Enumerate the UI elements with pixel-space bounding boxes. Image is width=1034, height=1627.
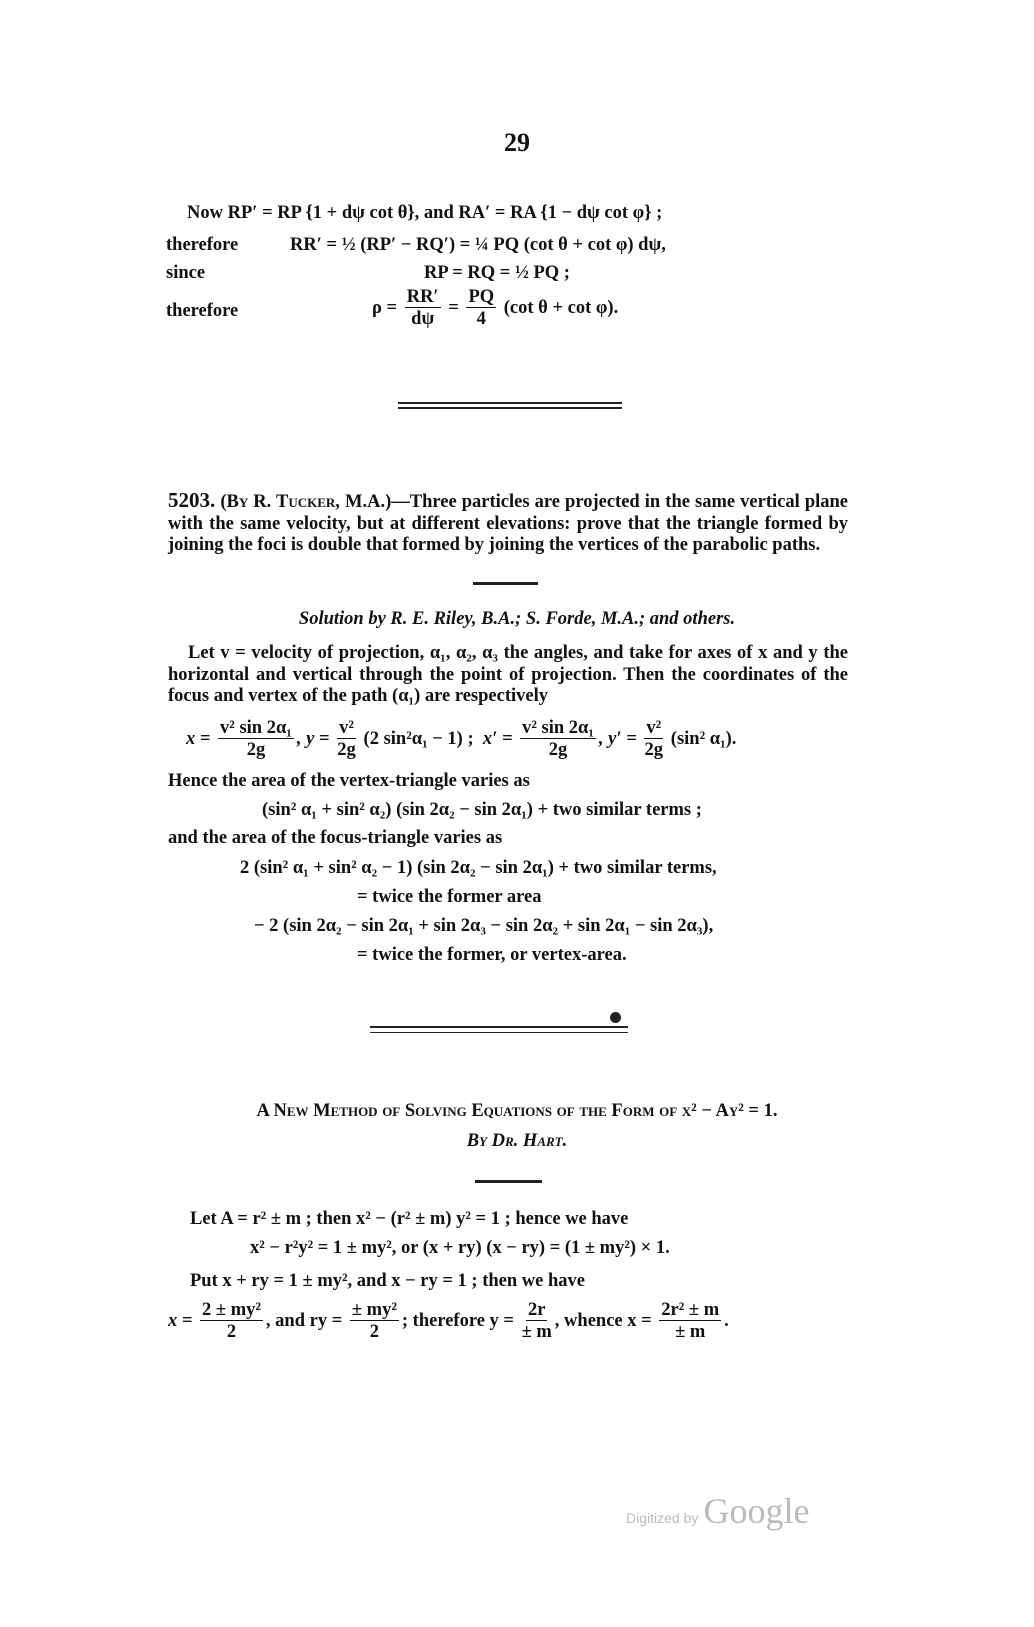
denominator: 4	[476, 309, 486, 329]
eq-part: .	[724, 1310, 729, 1331]
equation-line: = twice the former area	[357, 887, 542, 907]
numerator: v²	[339, 718, 354, 738]
fraction	[350, 1300, 399, 1343]
eq-part: , and ry =	[265, 1310, 343, 1331]
eq-part: x =	[168, 1310, 193, 1331]
eq-part: x =	[186, 728, 211, 749]
divider	[475, 1180, 542, 1183]
solution-equation	[168, 1300, 729, 1343]
equation-line: Let A = r² ± m ; then x² − (r² ± m) y² = 1 ; hence we have	[190, 1209, 629, 1229]
numerator: ± my²	[351, 1300, 397, 1320]
bullet-dot	[610, 1012, 621, 1023]
equation-line: (sin² α₁ + sin² α₂) (sin 2α₂ − sin 2α₁) + two similar terms ;	[262, 800, 702, 820]
denominator: 2g	[548, 740, 568, 760]
equation-line: RP = RQ = ½ PQ ;	[424, 263, 570, 283]
numerator: PQ	[468, 287, 495, 307]
denominator: 2g	[644, 740, 664, 760]
eq-part: (cot θ + cot φ).	[503, 297, 619, 318]
article-author: By Dr. Hart.	[466, 1131, 568, 1151]
eq-part: (2 sin²α₁ − 1) ;	[363, 728, 474, 749]
fraction	[466, 287, 496, 330]
eq-part: =	[448, 297, 459, 318]
eq-part: ; therefore y =	[401, 1310, 514, 1331]
question-author: (By R. Tucker, M.A.)	[220, 492, 392, 512]
digitized-watermark	[626, 1491, 810, 1531]
equation-line: RR′ = ½ (RP′ − RQ′) = ¼ PQ (cot θ + cot φ) dψ,	[290, 235, 666, 255]
denominator: ± m	[675, 1322, 706, 1342]
coordinates-equation	[186, 718, 736, 761]
label: since	[166, 263, 206, 283]
fraction	[520, 718, 596, 761]
label: therefore	[166, 235, 239, 255]
fraction	[405, 287, 441, 330]
numerator: v² sin 2α₁	[522, 718, 594, 738]
eq-part: ρ =	[372, 297, 398, 318]
divider	[398, 402, 622, 404]
fraction	[337, 718, 356, 761]
divider	[370, 1032, 628, 1033]
question-text: —Three particles are projected in the same vertical plane with the same velocity, but at different elevations: prove that the triangle formed by joining the foci is double that formed by joining the vertices of the parabolic paths.	[168, 492, 849, 555]
fraction	[644, 718, 663, 761]
divider	[398, 407, 622, 409]
equation-line: − 2 (sin 2α₂ − sin 2α₁ + sin 2α₃ − sin 2α₂ + sin 2α₁ − sin 2α₃),	[254, 916, 714, 936]
eq-part: x′ =	[482, 728, 513, 749]
denominator: ± m	[521, 1322, 552, 1342]
denominator: 2g	[337, 740, 356, 760]
eq-part: , whence x =	[554, 1310, 652, 1331]
fraction	[659, 1300, 721, 1343]
numerator: v²	[646, 718, 662, 738]
numerator: RR′	[406, 287, 439, 307]
numerator: 2r² ± m	[661, 1300, 720, 1320]
google-logo: Google	[703, 1491, 810, 1531]
label: therefore	[166, 301, 239, 321]
equation-rho	[372, 287, 618, 330]
divider	[370, 1026, 628, 1028]
equation-line: x² − r²y² = 1 ± my², or (x + ry) (x − ry) = (1 ± my²) × 1.	[250, 1238, 670, 1258]
question-number: 5203.	[168, 488, 216, 512]
denominator: dψ	[411, 309, 435, 329]
fraction	[200, 1300, 263, 1343]
numerator: 2r	[527, 1300, 546, 1320]
solution-byline: Solution by R. E. Riley, B.A.; S. Forde, M.A.; and others.	[298, 609, 736, 629]
equation-line: 2 (sin² α₁ + sin² α₂ − 1) (sin 2α₂ − sin 2α₁) + two similar terms,	[240, 858, 717, 878]
equation-line: = twice the former, or vertex-area.	[357, 945, 627, 965]
denominator: 2g	[246, 740, 266, 760]
eq-part: , y =	[296, 728, 330, 749]
text-line: and the area of the focus-triangle varies as	[168, 828, 503, 848]
watermark-prefix: Digitized by	[626, 1510, 699, 1526]
page-number: 29	[504, 128, 530, 157]
question-5203	[168, 490, 848, 557]
solution-paragraph: Let v = velocity of projection, α₁, α₂, α₃ the angles, and take for axes of x and y the horizontal and vertical through the point of projection. Then the coordinates of the focus and vertex of the path (α₁) are respectively	[168, 643, 848, 706]
text-line: Hence the area of the vertex-triangle varies as	[168, 771, 530, 791]
eq-part: , y′ =	[598, 728, 637, 749]
fraction	[218, 718, 294, 761]
article-title: A New Method of Solving Equations of the Form of x² − Ay² = 1.	[256, 1101, 778, 1121]
numerator: v² sin 2α₁	[220, 718, 292, 738]
equation-line: Put x + ry = 1 ± my², and x − ry = 1 ; then we have	[190, 1271, 585, 1291]
denominator: 2	[226, 1322, 237, 1342]
equation-line: Now RP′ = RP {1 + dψ cot θ}, and RA′ = RA {1 − dψ cot φ} ;	[187, 203, 663, 223]
denominator: 2	[369, 1322, 380, 1342]
numerator: 2 ± my²	[202, 1300, 261, 1320]
divider	[473, 582, 538, 585]
fraction	[522, 1300, 552, 1343]
eq-part: (sin² α₁).	[670, 728, 737, 749]
